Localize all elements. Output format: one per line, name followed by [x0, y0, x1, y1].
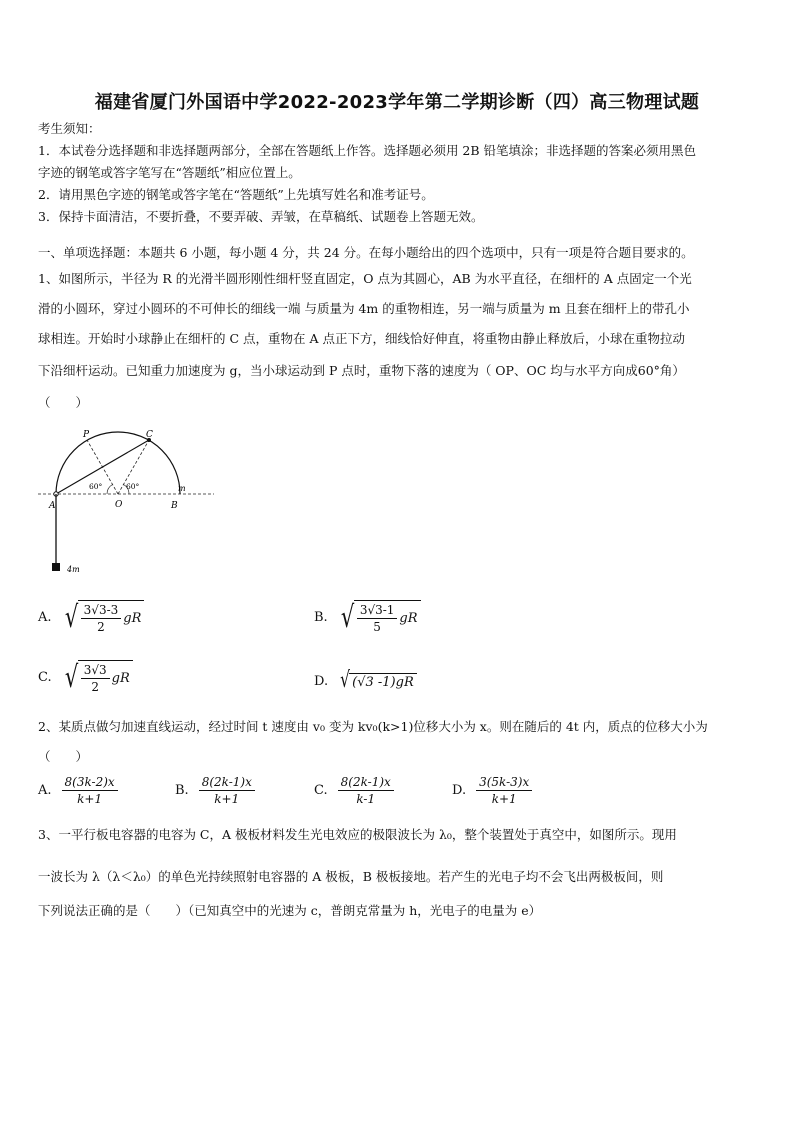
label-a: A — [49, 501, 56, 511]
sqrt-icon: √ $\frac{3√3-3}{2}$ gR — [62, 600, 145, 635]
label-b: B — [171, 501, 178, 511]
label-c: C — [146, 430, 153, 440]
label-4m: 4m — [67, 565, 80, 574]
q1-line-3: 球相连。开始时小球静止在细杆的 C 点，重物在 A 点正下方，细线恰好伸直，将重物由静止释放后，小球在重物拉动 — [38, 331, 685, 346]
q1-option-d[interactable]: D. √ (√3 -1)gR — [314, 666, 417, 696]
q2-option-d[interactable]: D. $\frac{3(5k-3)x}{k+1}$ — [452, 774, 534, 807]
q1-line-2: 滑的小圆环，穿过小圆环的不可伸长的细线一端 与质量为 4m 的重物相连，另一端与质量为 m 且套在细杆上的带孔小 — [38, 301, 690, 316]
label-o: O — [115, 500, 123, 510]
notice-item-1: 1．本试卷分选择题和非选择题两部分，全部在答题纸上作答。选择题必须用 2B 铅笔填涂；非选择题的答案必须用黑色 — [38, 143, 697, 158]
q3-line-2: 一波长为 λ（λ＜λ₀）的单色光持续照射电容器的 A 极板，B 极板接地。若产生的光电子均不会飞出两极板间，则 — [38, 869, 664, 884]
q1-line-1: 1、如图所示，半径为 R 的光滑半圆形刚性细杆竖直固定，O 点为其圆心，AB 为水平直径，在细杆的 A 点固定一个光 — [38, 271, 692, 286]
q2-line-1: 2、某质点做匀加速直线运动，经过时间 t 速度由 v₀ 变为 kv₀(k>1)位移大小为 x。则在随后的 4t 内，质点的位移大小为 — [38, 719, 708, 734]
label-angle-left: 60° — [89, 482, 103, 491]
sqrt-icon: √ $\frac{3√3-1}{5}$ gR — [338, 600, 421, 635]
label-p: P — [83, 430, 90, 440]
q3-line-3: 下列说法正确的是（ ）（已知真空中的光速为 c，普朗克常量为 h，光电子的电量为 e） — [38, 903, 542, 918]
notice-item-1-cont: 字迹的钢笔或答字笔写在“答题纸”相应位置上。 — [38, 165, 301, 180]
weight-4m — [52, 563, 60, 571]
q1-option-c[interactable]: C. √ $\frac{3√3}{2}$ gR — [38, 660, 133, 695]
label-angle-right: 60° — [126, 482, 140, 491]
q1-figure — [36, 425, 226, 585]
q1-line-5: （ ） — [38, 395, 89, 410]
q1-option-a[interactable]: A. √ $\frac{3√3-3}{2}$ gR — [38, 600, 144, 635]
page-title: 福建省厦门外国语中学2022-2023学年第二学期诊断（四）高三物理试题 — [94, 92, 700, 113]
q3-line-1: 3、一平行板电容器的电容为 C，A 极板材料发生光电效应的极限波长为 λ₀，整个装置处于真空中，如图所示。现用 — [38, 827, 677, 842]
q2-option-a[interactable]: A. $\frac{8(3k-2)x}{k+1}$ — [38, 774, 120, 807]
q2-option-b[interactable]: B. $\frac{8(2k-1)x}{k+1}$ — [175, 774, 257, 807]
q1-line-4: 下沿细杆运动。已知重力加速度为 g，当小球运动到 P 点时，重物下落的速度为（ OP、OC 均与水平方向成60°角） — [38, 363, 685, 378]
notice-item-3: 3．保持卡面清洁，不要折叠，不要弄破、弄皱，在草稿纸、试题卷上答题无效。 — [38, 209, 484, 224]
notice-item-2: 2．请用黑色字迹的钢笔或答字笔在“答题纸”上先填写姓名和准考证号。 — [38, 187, 434, 202]
section-heading: 一、单项选择题：本题共 6 小题，每小题 4 分，共 24 分。在每小题给出的四个选项中，只有一项是符合题目要求的。 — [38, 245, 694, 260]
sqrt-icon: √ (√3 -1)gR — [338, 666, 417, 696]
q2-line-2: （ ） — [38, 749, 89, 764]
notice-heading: 考生须知： — [38, 121, 101, 136]
q2-option-c[interactable]: C. $\frac{8(2k-1)x}{k-1}$ — [314, 774, 396, 807]
q1-option-b[interactable]: B. √ $\frac{3√3-1}{5}$ gR — [314, 600, 421, 635]
label-m: m — [178, 484, 186, 493]
semicircle-rod — [56, 432, 180, 494]
sqrt-icon: √ $\frac{3√3}{2}$ gR — [62, 660, 133, 695]
angle-arc-left — [107, 485, 113, 495]
